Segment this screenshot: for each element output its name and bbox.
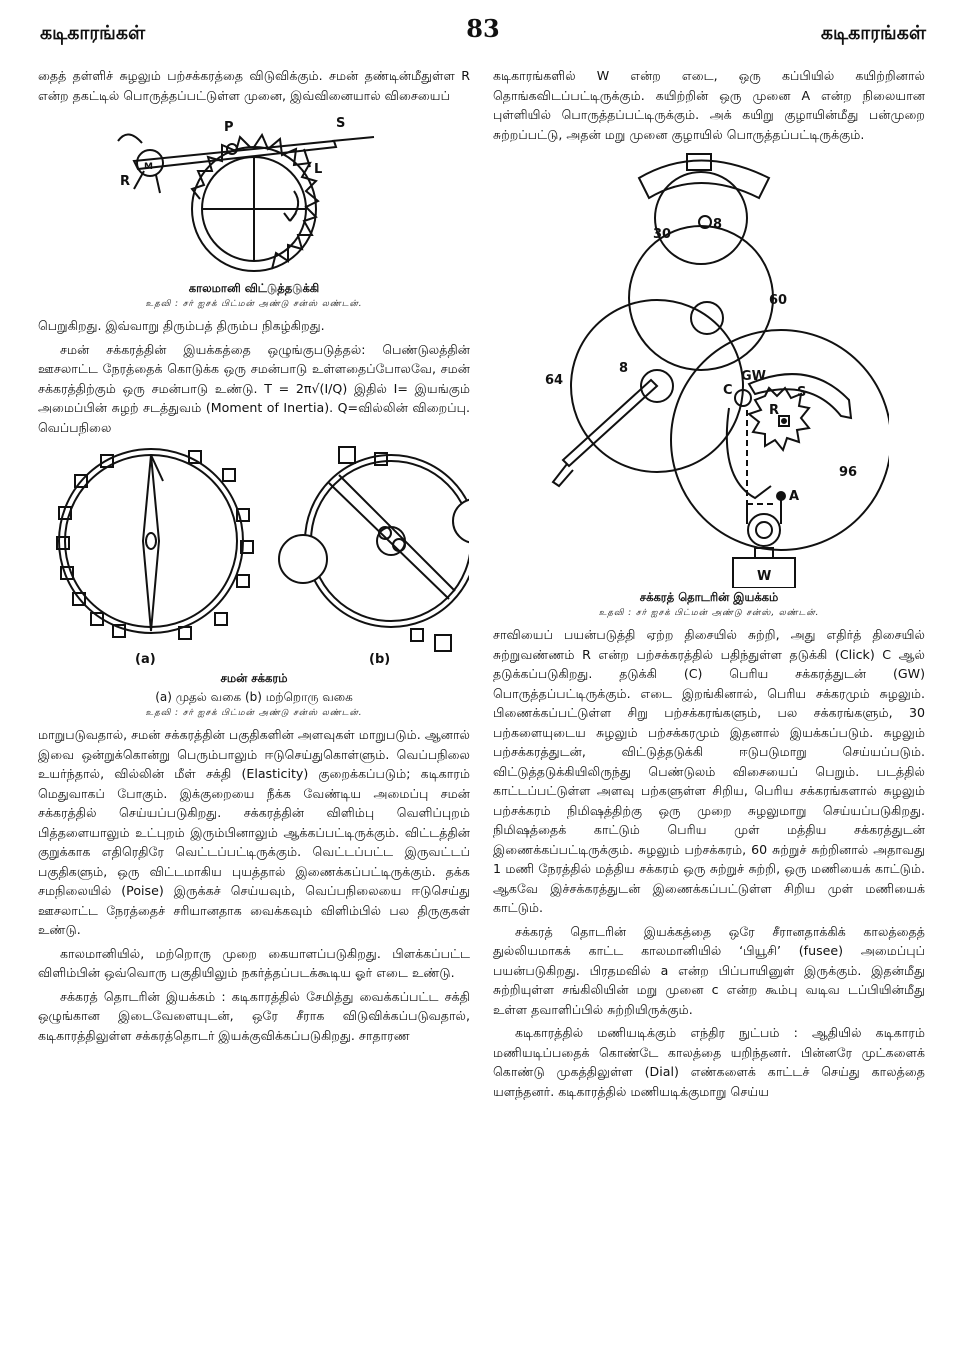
label-s-right: S: [797, 385, 807, 400]
figure-escapement: [38, 109, 470, 310]
label-l: L: [314, 162, 323, 177]
left-column: [38, 66, 470, 1049]
figure-3-caption: சக்கரத் தொடரின் இயக்கம்: [639, 590, 779, 604]
right-paragraph-4: கடிகாரத்தில் மணியடிக்கும் எந்திர நுட்பம் : ஆதியில் கடிகாரம் மணியடிப்பதைக் கொண்டே காலத்தை யறிந்தனர். பின்னரே முட்களைக் கொண்டு முகத்திலுள்ள (Dial) எண்களைக் காட்டச் செய்து காலத்தை யளந்தனர். கடிகாரத்தில் மணியடிக்குமாறு செய்ய: [493, 1025, 925, 1099]
right-paragraph-2: சாவியைப் பயன்படுத்தி ஏற்ற திசையில் சுற்றி, அது எதிர்த் திசையில் சுற்றுவண்ணம் R என்ற பற்சக்கரத்தில் பதிந்துள்ள தடுக்கி (Click) C ஆல் தடுக்கப்படுகிறது. தடுக்கி (C) பெரிய சக்கரத்துடன் (GW) பொருத்தப்பட்டிருக்கும். எடை இறங்கினால், பெரிய சக்கரமும் சுழலும். பிணைக்கப்பட்டுள்ள சிறு பற்சக்கரங்களும், பல சக்கரங்களும், 30 பற்களையுடைய சுழலும் பற்சக்கரமும் இதனால் இயக்கப்படும். சுழலும் பற்சக்கரத்துடன், விட்டுத்தடுக்கி ஈடுபடுமாறு செய்யப்படும். விட்டுத்தடுக்கியிலிருந்து பெண்டுலம் விசையைப் பெறும். படத்தில் காட்டப்பட்டுள்ள அளவு பற்களுள்ள சிறிய, பெரிய சக்கரங்களால் சுழலும் பற்சக்கரம் நிமிஷத்திற்கு ஒரு முறை சுழலுமாறு செய்யப்படுகிறது. நிமிஷத்தைக் காட்டும் பெரிய முள் மத்திய சக்கரத்துடன் இணைக்கப்பட்டிருக்கும். சுழலும் பற்சக்கரம், 60 சுற்றுச் சுற்றினால் அதாவது 1 மணி நேரத்தில் மத்திய சக்கரம் ஒரு சுற்றுச் சுற்றி, ஒரு மணியைக் காட்டும். ஆகவே இச்சக்கரத்துடன் இணைக்கப்பட்டுள்ள சிறிய முள் மணியைக் காட்டும்.: [493, 627, 925, 915]
figure-balance-wheel: [38, 441, 470, 719]
label-b: (b): [369, 652, 391, 667]
running-title-right: கடிகாரங்கள்: [820, 22, 926, 44]
label-a: (a): [135, 652, 156, 667]
label-a-point: A: [789, 489, 800, 504]
page-header: [40, 14, 926, 54]
left-paragraph-6: சக்கரத் தொடரின் இயக்கம் : கடிகாரத்தில் சேமித்து வைக்கப்பட்ட சக்தி ஒழுங்கான இடைவேளையுடன், ஒரே சீராக விடுவிக்கப்படுவதால், கடிகாரத்திலுள்ள சக்கரத்தொடர் இயக்குவிக்கப்படுகிறது. சாதாரண: [38, 988, 470, 1043]
right-paragraph-1: கடிகாரங்களில் W என்ற எடை, ஒரு கப்பியில் கயிற்றினால் தொங்கவிடப்பட்டிருக்கும். கயிற்றின் ஒரு முனை A என்ற நிலையான புள்ளியில் பொருத்தப்பட்டிருக்கும். அக் கயிறு குழாயின்மீது பன்முறை சுற்றப்பட்டு, அதன் மறு முனை குழாயில் பொருத்தப்பட்டிருக்கும்.: [493, 68, 925, 142]
gear-train-diagram: [529, 148, 889, 588]
figure-2-subcaption: (a) முதல் வகை (b) மற்றொரு வகை: [155, 690, 353, 704]
label-r: R: [120, 174, 131, 189]
page-number: 83: [466, 14, 500, 43]
label-m: M: [144, 162, 153, 172]
figure-1-credit: உதவி : சர் ஐசக் பிட்மன் அண்டு சன்ஸ் லண்டன்.: [145, 299, 363, 309]
left-paragraph-5: காலமானியில், மற்றொரு முறை கையாளப்படுகிறது. பிளக்கப்பட்ட விளிம்பின் ஒவ்வொரு பகுதியிலும் நகர்த்தப்படக்கூடிய ஓர் எடை உண்டு.: [38, 945, 470, 980]
balance-wheel-diagram: [39, 441, 469, 669]
label-96: 96: [839, 465, 858, 480]
right-column: [493, 66, 925, 1105]
label-64: 64: [545, 373, 564, 388]
label-r-right: R: [769, 403, 780, 418]
running-title-left: கடிகாரங்கள்: [40, 22, 146, 44]
left-paragraph-3: சமன் சக்கரத்தின் இயக்கத்தை ஒழுங்குபடுத்தல்: பெண்டுலத்தின் ஊசலாட்ட நேரத்தைக் கொடுக்க ஒரு சமன்பாடு உள்ளதைப்போலவே, சமன் சக்கரத்திற்கும் ஒரு சமன்பாடு உண்டு. T = 2π√(I/Q) இதில் I= இயங்கும் அமைப்பின் சுழற் சடத்துவம் (Moment of Inertia). Q=வில்லின் விறைப்பு. வெப்பநிலை: [38, 341, 470, 435]
figure-2-caption: சமன் சக்கரம்: [220, 671, 288, 685]
escapement-diagram: [104, 109, 404, 279]
label-8-mid: 8: [619, 361, 629, 376]
label-c: C: [723, 383, 733, 398]
left-paragraph-2: பெறுகிறது. இவ்வாறு திரும்பத் திரும்ப நிகழ்கிறது.: [38, 318, 325, 333]
left-paragraph-4: மாறுபடுவதால், சமன் சக்கரத்தின் பகுதிகளின் அளவுகள் மாறுபடும். ஆனால் இவை ஒன்றுக்கொன்று பெரும்பாலும் ஈடுசெய்துகொள்ளும். வெப்பநிலை உயர்ந்தால், வில்லின் மீள் சக்தி (Elasticity) குறைக்கப்படும்; கடிகாரம் மெதுவாகப் போகும். இக்குறையை நீக்க வேண்டிய அமைப்பு சமன் சக்கரத்தில் செய்யப்படுகிறது. சக்கரத்தின் விளிம்பு வெளிப்புறம் பித்தளையாலும் உட்புறம் இரும்பினாலும் ஆக்கப்பட்டிருக்கும். விட்டத்தின் குறுக்காக எதிரெதிரே வெட்டப்பட்டிருக்கும். வெட்டப்பட்ட இருவட்டப் பகுதிகளும், ஒரு விட்டமாகிய புயத்தால் இணைக்கப்பட்டிருக்கும். தக்க சமநிலையில் (Poise) இருக்கச் செய்யவும், வெப்பநிலையை ஈடுசெய்து ஊசலாட்ட நேரத்தைச் சரியானதாக வைக்கவும் விளிம்பில் பல திருகுகள் உண்டு.: [38, 727, 470, 937]
left-paragraph-1: தைத் தள்ளிச் சுழலும் பற்சக்கரத்தை விடுவிக்கும். சமன் தண்டின்மீதுள்ள R என்ற தகட்டில் பொருத்தப்பட்டுள்ள முனை, இவ்வினையால் விசையைப்: [38, 68, 470, 103]
label-8-top: 8: [713, 217, 723, 232]
figure-gear-train: [493, 148, 925, 619]
figure-1-caption: காலமானி விட்டுத்தடுக்கி: [188, 281, 320, 295]
label-w: W: [757, 569, 772, 584]
figure-3-credit: உதவி : சர் ஐசக் பிட்மன் அண்டு சன்ஸ், லண்டன்.: [598, 608, 820, 618]
label-s: S: [336, 116, 346, 131]
label-60: 60: [769, 293, 788, 308]
right-paragraph-3: சக்கரத் தொடரின் இயக்கத்தை ஒரே சீரானதாக்கிக் காலத்தைத் துல்லியமாகக் காட்ட காலமானியில் ‘பியூசி’ (fusee) அமைப்புப் பயன்படுகிறது. பிரதமவில் a என்ற பிப்பாயினுள் இருக்கும். இதன்மீது சுற்றியுள்ள சங்கிலியின் மறு முனை c என்ற கூம்பு வடிவ டப்பியின்மீது உள்ள தவாளிப்பில் சுற்றியிருக்கும்.: [493, 923, 925, 1017]
label-gw: GW: [741, 369, 767, 384]
figure-2-credit: உதவி : சர் ஐசக் பிட்மன் அண்டு சன்ஸ் லண்டன்.: [145, 708, 363, 718]
label-30: 30: [653, 227, 672, 242]
label-p: P: [224, 120, 234, 135]
